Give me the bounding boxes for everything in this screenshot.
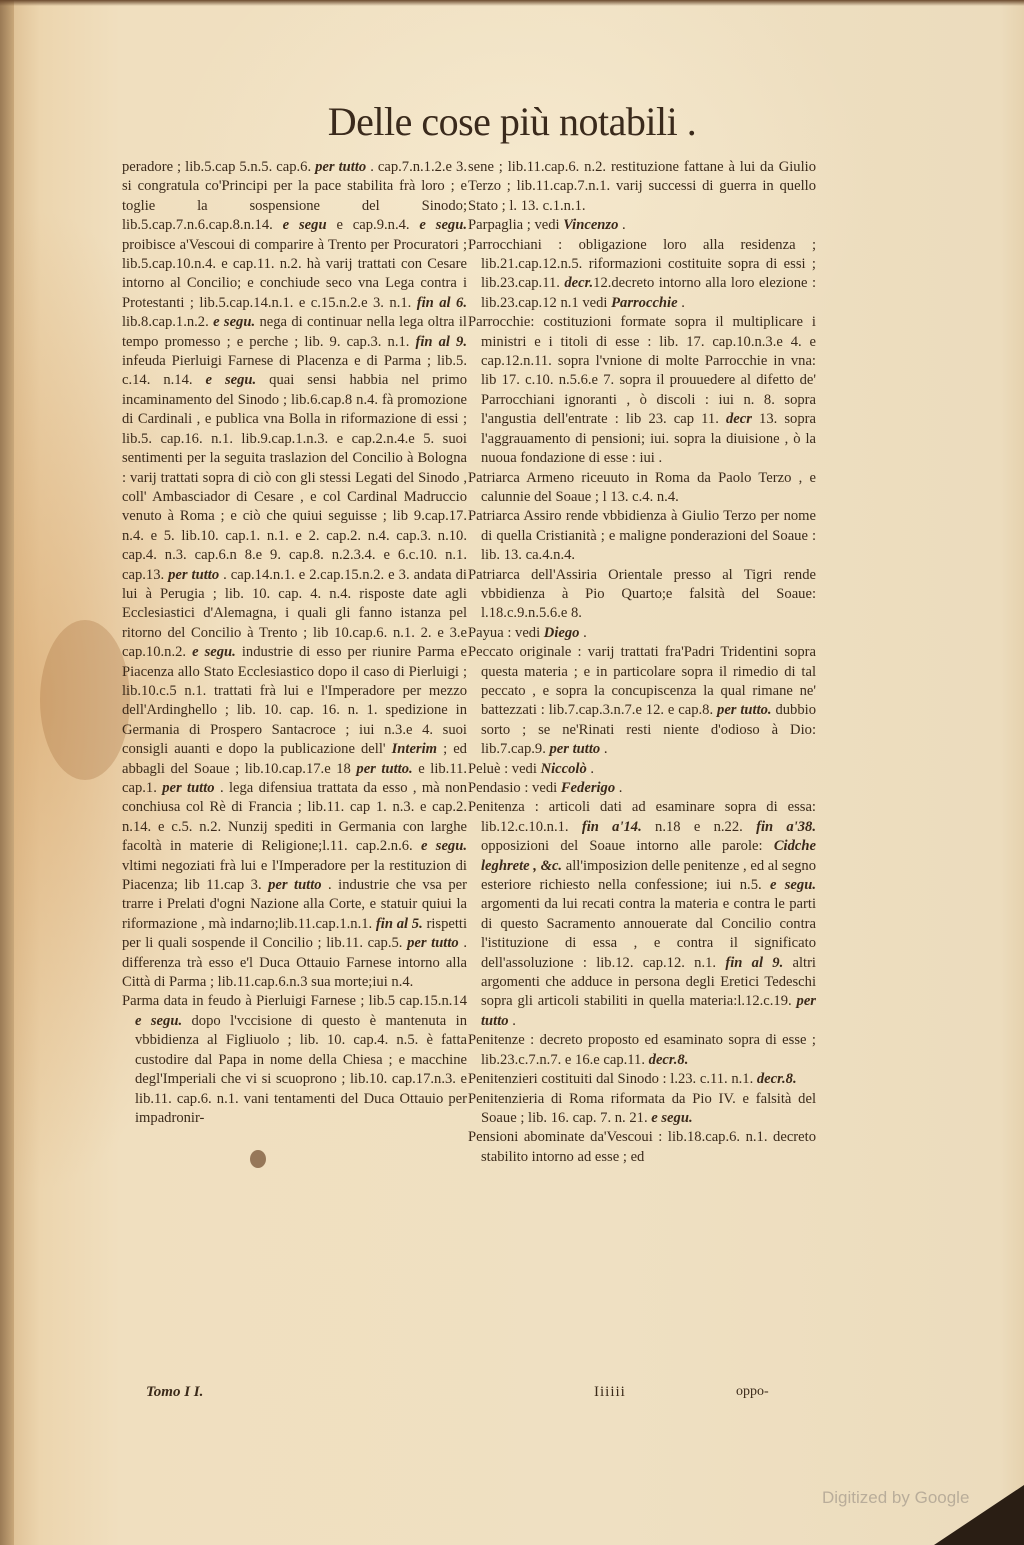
entry-text: Parrocchiani : obligazione loro alla residenza ; lib.21.cap.12.n.5. riformazioni costituite sopra di essi ; lib.23.cap.11. <box>468 236 816 292</box>
catchword: oppo- <box>736 1384 769 1399</box>
index-entry <box>468 507 816 565</box>
entry-text: . differenza trà esso e'l Duca Ottauio Farnese intorno alla Città di Parma ; lib.11.cap.6.n.3 sua morte;iui n.4. <box>122 935 467 991</box>
italic-reference: per tutto <box>315 159 367 175</box>
page-heading: Delle cose più notabili . <box>327 99 697 144</box>
index-entry-continuation <box>468 158 816 216</box>
entry-text: nega di continuar nella lega oltra il tempo promesso ; e perche ; lib. 9. cap.3. n.1. <box>122 314 467 350</box>
italic-reference: e segu. <box>135 1012 183 1029</box>
italic-reference: Cidche leghrete , &c. <box>481 838 816 874</box>
italic-reference: e segu. <box>192 644 236 661</box>
torn-corner <box>934 1485 1024 1545</box>
index-entry <box>468 236 816 314</box>
italic-reference: fin al 5. <box>375 915 423 932</box>
index-entry <box>468 216 816 235</box>
italic-reference: fin al 6. <box>416 294 467 311</box>
entry-text: quai sensi habbia nel primo incaminamento del Sinodo ; lib.6.cap.8 n.4. fà promozione di Cardinali , e publica vna Bolla in riformazione di essi ; lib.5. cap.16. n.1. lib.9.cap.1.n.3. e cap.2.n.4.e 5. suoi sentimenti per la seguita traslazion del Concilio à Bologna : varij trattati sopra di ciò con gli stessi Legati del Sinodo , coll' Ambasciador di Cesare , e col Cardinal Madruccio venuto à Roma ; e ciò che quiui seguisse ; lib 9.cap.17. n.4. e 5. lib.10. cap.1. n.1. e 2. cap.2. n.4. cap.3. n.10. cap.4. n.3. cap.6.n 8.e 9. cap.8. n.2.3.4. e 6.c.10. n.1. cap.13. <box>122 372 467 583</box>
italic-reference: Parrocchie <box>611 294 678 311</box>
entry-text: 13. sopra l'aggrauamento di pensioni; iui. sopra la diuisione , ò la nuoua fondazione di esse : iui . <box>481 411 816 467</box>
italic-reference: Federigo <box>560 780 616 796</box>
entry-text: Parpaglia ; vedi <box>468 217 564 234</box>
entry-text: . lega difensiua trattata da esso , mà non conchiusa col Rè di Francia ; lib.11. cap 1. n.3. e cap.2. n.14. e c.5. n.2. Nunzij spediti in Germania con larghe facoltà in materie di Religione;l.11. cap.2.n.6. <box>122 780 467 855</box>
index-entry <box>468 798 816 1031</box>
entry-text: altri argomenti che adduce in persona degli Eretici Tedeschi sopra gli articoli stabiliti in quella materia:l.12.c.19. <box>481 954 816 1010</box>
italic-reference: decr.8. <box>648 1051 689 1068</box>
entry-text: argomenti da lui recati contra la materia e contra le parti di questo Sacramento annouerate dal Concilio contra l'istituzione di essa , e contra il significato dell'assoluzione : lib.12. cap.12. n.1. <box>481 896 816 971</box>
index-entry <box>468 469 816 508</box>
italic-reference: Vincenzo <box>563 217 619 234</box>
index-entry <box>468 1031 816 1070</box>
italic-reference: Interim <box>391 741 438 758</box>
index-entry <box>468 1090 816 1129</box>
entry-text: Parma data in feudo à Pierluigi Farnese ; lib.5 cap.15.n.14 <box>122 993 467 1010</box>
italic-reference: decr. <box>564 275 594 292</box>
entry-text: 12.decreto intorno alla loro elezione : lib.23.cap.12 n.1 vedi <box>481 275 816 311</box>
entry-text: . <box>615 780 623 796</box>
entry-text: Peluè : vedi <box>468 760 541 777</box>
italic-reference: e segu <box>282 217 327 234</box>
italic-reference: fin a'14. <box>581 818 642 835</box>
index-entry-continuation <box>122 158 467 992</box>
italic-reference: per tutto. <box>356 760 413 777</box>
italic-reference: e segu. <box>651 1109 693 1126</box>
italic-reference: Niccolò <box>540 760 587 777</box>
entry-text: Parrocchie: costituzioni formate sopra il multiplicare i ministri e i titoli di esse : lib. 17. cap.10.n.3.e 4. e cap.12.n.11. sopra l'vnione di molte Parrocchie in vna: lib 17. c.10. n.5.6.e 7. sopra il prouuedere al difetto de' Parrocchiani ignoranti , ò discoli : iui n. 8. sopra l'angustia dell'entrate : lib 23. cap 11. <box>468 314 816 428</box>
entry-text: Patriarca Armeno riceuuto in Roma da Paolo Terzo , e calunnie del Soaue ; l 13. c.4. n.4. <box>468 469 816 505</box>
entry-text: infeuda Pierluigi Farnese di Placenza e di Parma ; lib.5. c.14. n.14. <box>122 353 467 389</box>
italic-reference: decr.8. <box>756 1071 797 1088</box>
italic-reference: e segu. <box>213 314 256 331</box>
volume-label: Tomo I I. <box>146 1384 204 1400</box>
entry-text: ; ed abbagli del Soaue ; lib.10.cap.17.e 18 <box>122 741 467 777</box>
italic-reference: per tutto <box>168 566 220 583</box>
right-column <box>468 158 816 1167</box>
italic-reference: Diego <box>543 624 580 641</box>
entry-text: . cap.14.n.1. e 2.cap.15.n.2. e 3. andata di lui à Perugia ; lib. 10. cap. 4. n.4. risposte date agli Ecclesiastici d'Alemagna, i quali gli fanno istanza pel ritorno del Concilio à Trento ; lib 10.cap.6. n.1. 2. e 3.e cap.10.n.2. <box>122 566 467 661</box>
italic-reference: e segu. <box>205 372 257 389</box>
entry-text: vltimi negoziati frà lui e l'Imperadore per la restituzion di Piacenza; lib 11.cap 3. <box>122 857 467 894</box>
entry-text: Penitenzieri costituiti dal Sinodo : l.23. c.11. n.1. <box>468 1071 757 1088</box>
italic-reference: e segu. <box>769 877 816 894</box>
italic-reference: fin al 9. <box>415 333 468 350</box>
entry-text: Penitenza : articoli dati ad esaminare sopra di essa: lib.12.c.10.n.1. <box>468 799 816 835</box>
entry-text: . <box>600 741 608 758</box>
entry-text: industrie di esso per riunire Parma e Piacenza allo Stato Ecclesiastico dopo il caso di Pierluigi ; lib.10.c.5 n.1. trattati frà lui e l'Imperadore per mezzo dell'Ardinghello ; lib. 10. cap. 16. n. 1. spedizione in Germania di Prospero Santacroce ; iui n.3.e 4. suoi consigli auanti e dopo la publicazione dell' <box>122 644 467 758</box>
entry-text: dopo l'vccisione di questo è mantenuta in vbbidienza al Figliuolo ; lib. 10. cap.4. n.5. è fatta custodire dal Papa in nome della Chiesa ; e macchine degl'Imperiali che vi si scuoprono ; lib.10. cap.17.n.3. e lib.11. cap.6. n.1. vani tentamenti del Duca Ottauio per impadronir- <box>135 1012 467 1126</box>
foxing-stain <box>40 620 130 780</box>
italic-reference: fin a'38. <box>756 818 816 835</box>
book-spine-edge <box>0 0 14 1545</box>
digitized-watermark: Digitized by Google <box>822 1488 970 1507</box>
index-entry <box>468 313 816 468</box>
index-entry <box>122 992 467 1128</box>
entry-text: . <box>677 294 685 311</box>
left-column <box>122 158 467 1128</box>
entry-text: Peccato originale : varij trattati fra'Padri Tridentini sopra questa materia ; e in particolare sopra il rimedio di tal peccato , e sopra la concupiscenza la qual rimane ne' battezzati : lib.7.cap.3.n.7.e 12. e cap.8. <box>468 644 816 719</box>
entry-text: Patriarca Assiro rende vbbidienza à Giulio Terzo per nome di quella Cristianità ; e maligne ponderazioni del Soaue : lib. 13. ca.4.n.4. <box>468 508 816 564</box>
entry-text: peradore ; lib.5.cap 5.n.5. cap.6. <box>122 159 316 175</box>
entry-text: Payua : vedi <box>468 624 544 641</box>
entry-text: Patriarca dell'Assiria Orientale presso al Tigri rende vbbidienza à Pio Quarto;e falsità del Soaue: l.18.c.9.n.5.6.e 8. <box>468 566 816 622</box>
italic-reference: per tutto. <box>717 702 772 719</box>
entry-text: e cap.9.n.4. <box>326 217 420 234</box>
entry-text: Pendasio : vedi <box>468 780 561 796</box>
ink-blot <box>250 1150 266 1168</box>
entry-text: Pensioni abominate da'Vescoui : lib.18.cap.6. n.1. decreto stabilito intorno ad esse ; ed <box>468 1129 816 1165</box>
italic-reference: fin al 9. <box>725 954 784 971</box>
entry-text: Penitenzieria di Roma riformata da Pio IV. e falsità del Soaue ; lib. 16. cap. 7. n. 21. <box>468 1090 816 1126</box>
italic-reference: per tutto <box>162 780 215 796</box>
entry-text: lib.8.cap.1.n.2. <box>122 314 214 331</box>
entry-text: rispetti per li quali sospende il Concilio ; lib.11. cap.5. <box>122 915 468 952</box>
entry-text: . <box>508 1012 516 1029</box>
entry-text: Penitenze : decreto proposto ed esaminato sopra di esse ; lib.23.c.7.n.7. e 16.e cap.11. <box>468 1032 816 1068</box>
entry-text: n.18 e n.22. <box>641 818 757 835</box>
entry-text: . industrie che vsa per trarre i Prelati d'ogni Nazione alla Corte, e statuir quiui la riformazione , mà indarno;lib.11.cap.1.n.1. <box>122 877 467 932</box>
index-entry <box>468 760 816 779</box>
entry-text: . <box>579 624 587 641</box>
entry-text: opposizioni del Soaue intorno alle parole: <box>481 838 774 855</box>
entry-text: . <box>586 760 595 777</box>
signature-mark: Iiiiii <box>594 1384 626 1400</box>
entry-text: all'imposizion delle penitenze , ed al segno esteriore richiesto nella confessione; iui n.5. <box>481 857 817 894</box>
index-entry <box>468 624 816 643</box>
italic-reference: e segu. <box>420 838 467 855</box>
italic-reference: per tutto <box>481 993 816 1029</box>
entry-text: sene ; lib.11.cap.6. n.2. restituzione fattane à lui da Giulio Terzo ; lib.11.cap.7.n.1. varij successi di guerra in quello Stato ; l. 13. c.1.n.1. <box>468 159 816 214</box>
italic-reference: e segu. <box>419 217 467 234</box>
entry-text: . <box>618 217 626 234</box>
page-top-shadow <box>0 0 1024 6</box>
index-entry <box>468 1128 816 1167</box>
entry-text: dubbio sorto ; se ne'Rinati resti niente d'odioso à Dio: lib.7.cap.9. <box>481 702 816 758</box>
index-entry <box>468 1070 816 1089</box>
italic-reference: per tutto <box>549 741 601 758</box>
entry-text: . cap.7.n.1.2.e 3. si congratula co'Principi per la pace stabilita frà loro ; e toglie la sospensione del Sinodo; lib.5.cap.7.n.6.cap.8.n.14. <box>122 159 467 234</box>
index-entry <box>468 779 816 798</box>
italic-reference: per tutto <box>268 877 322 894</box>
entry-text: e lib.11. cap.1. <box>122 760 468 796</box>
italic-reference: decr <box>725 411 752 428</box>
italic-reference: per tutto <box>407 935 459 952</box>
index-entry <box>468 643 816 759</box>
index-entry <box>468 566 816 624</box>
entry-text: proibisce a'Vescoui di comparire à Trento per Procuratori ; lib.5.cap.10.n.4. e cap.11. n.2. hà varij trattati con Cesare intorno al Concilio; e conchiude seco vna Lega contra i Protestanti ; lib.5.cap.14.n.1. e c.15.n.2.e 3. n.1. <box>122 236 467 311</box>
